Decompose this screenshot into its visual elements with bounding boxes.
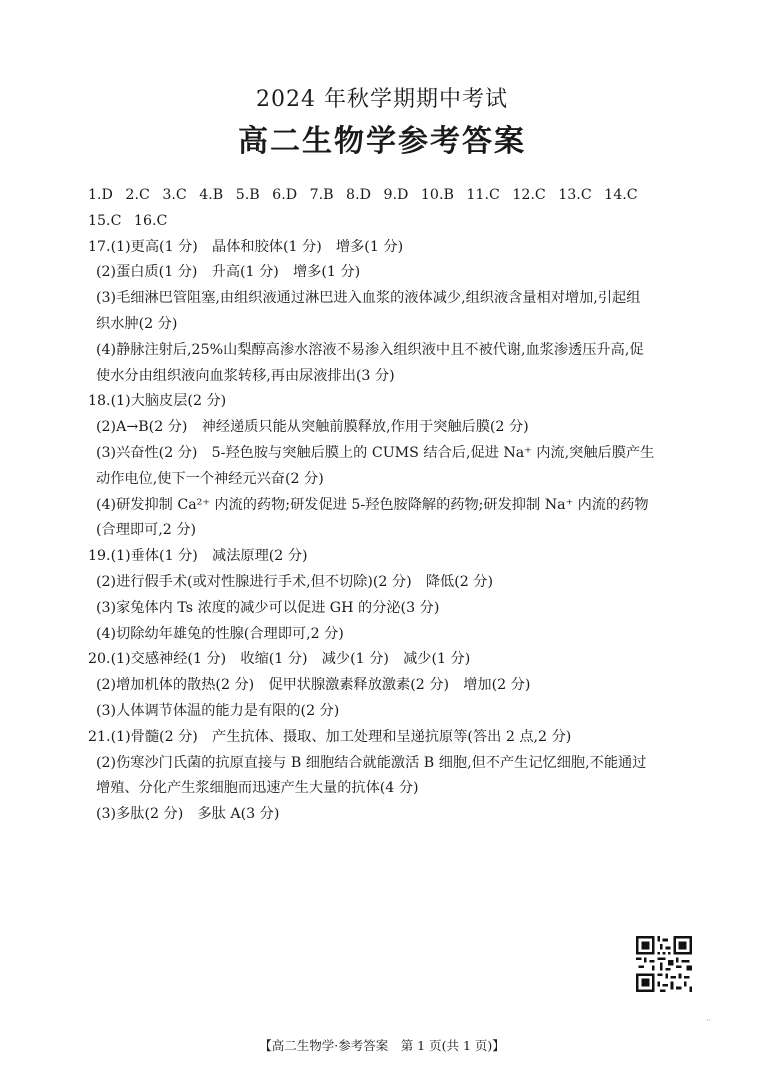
q18-line: 动作电位,使下一个神经元兴奋(2 分)	[96, 470, 324, 487]
q18-line: 18.(1)大脑皮层(2 分)	[88, 393, 227, 410]
q19-line: (3)家兔体内 Ts 浓度的减少可以促进 GH 的分泌(3 分)	[96, 599, 440, 616]
q21-line: (3)多肽(2 分) 多肽 A(3 分)	[96, 806, 280, 823]
q18-line: (3)兴奋性(2 分) 5-羟色胺与突触后膜上的 CUMS 结合后,促进 Na⁺ 内流,突触后膜产生	[96, 444, 655, 461]
page-footer: 【高二生物学·参考答案 第 1 页(共 1 页)】	[259, 1038, 505, 1053]
q17-line: (3)毛细淋巴管阻塞,由组织液通过淋巴进入血浆的液体减少,组织液含量相对增加,引起组	[96, 290, 641, 307]
q17-line: 织水肿(2 分)	[96, 315, 178, 332]
q19-line: 19.(1)垂体(1 分) 减法原理(2 分)	[88, 548, 308, 565]
q21-line: (2)伤寒沙门氏菌的抗原直接与 B 细胞结合就能激活 B 细胞,但不产生记忆细胞,不能通过	[96, 754, 647, 771]
q20-line: (3)人体调节体温的能力是有限的(2 分)	[96, 702, 340, 719]
q17-line: 使水分由组织液向血浆转移,再由尿液排出(3 分)	[96, 367, 395, 384]
q19-line: (2)进行假手术(或对性腺进行手术,但不切除)(2 分) 降低(2 分)	[96, 573, 494, 590]
q17-line: 17.(1)更高(1 分) 晶体和胶体(1 分) 增多(1 分)	[88, 238, 404, 255]
answer-body	[88, 183, 708, 828]
q18-line: (合理即可,2 分)	[96, 522, 197, 539]
q21-line: 增殖、分化产生浆细胞而迅速产生大量的抗体(4 分)	[96, 780, 419, 797]
q21-line: 21.(1)骨髓(2 分) 产生抗体、摄取、加工处理和呈递抗原等(答出 2 点,2 分)	[88, 728, 572, 745]
q17-line: (2)蛋白质(1 分) 升高(1 分) 增多(1 分)	[96, 264, 361, 281]
q17-line: (4)静脉注射后,25%山梨醇高渗水溶液不易渗入组织液中且不被代谢,血浆渗透压升高,促	[96, 341, 644, 358]
q20-line: (2)增加机体的散热(2 分) 促甲状腺激素释放激素(2 分) 增加(2 分)	[96, 677, 531, 694]
q18-line: (4)研发抑制 Ca²⁺ 内流的药物;研发促进 5-羟色胺降解的药物;研发抑制 Na⁺ 内流的药物	[96, 496, 649, 513]
q19-line: (4)切除幼年雄兔的性腺(合理即可,2 分)	[96, 625, 344, 642]
mc-answers-line-1: 1.D 2.C 3.C 4.B 5.B 6.D 7.B 8.D 9.D 10.B 11.C 12.C 13.C 14.C	[88, 187, 638, 203]
qr-code-icon	[636, 936, 692, 992]
document-title: 高二生物学参考答案	[238, 124, 526, 159]
q18-line: (2)A→B(2 分) 神经递质只能从突触前膜释放,作用于突触后膜(2 分)	[96, 419, 529, 436]
mc-answers-line-2: 15.C 16.C	[88, 212, 168, 229]
q20-line: 20.(1)交感神经(1 分) 收缩(1 分) 减少(1 分) 减少(1 分)	[88, 651, 471, 668]
page-mark: ··	[706, 1016, 712, 1025]
exam-title: 2024 年秋学期期中考试	[256, 87, 508, 112]
